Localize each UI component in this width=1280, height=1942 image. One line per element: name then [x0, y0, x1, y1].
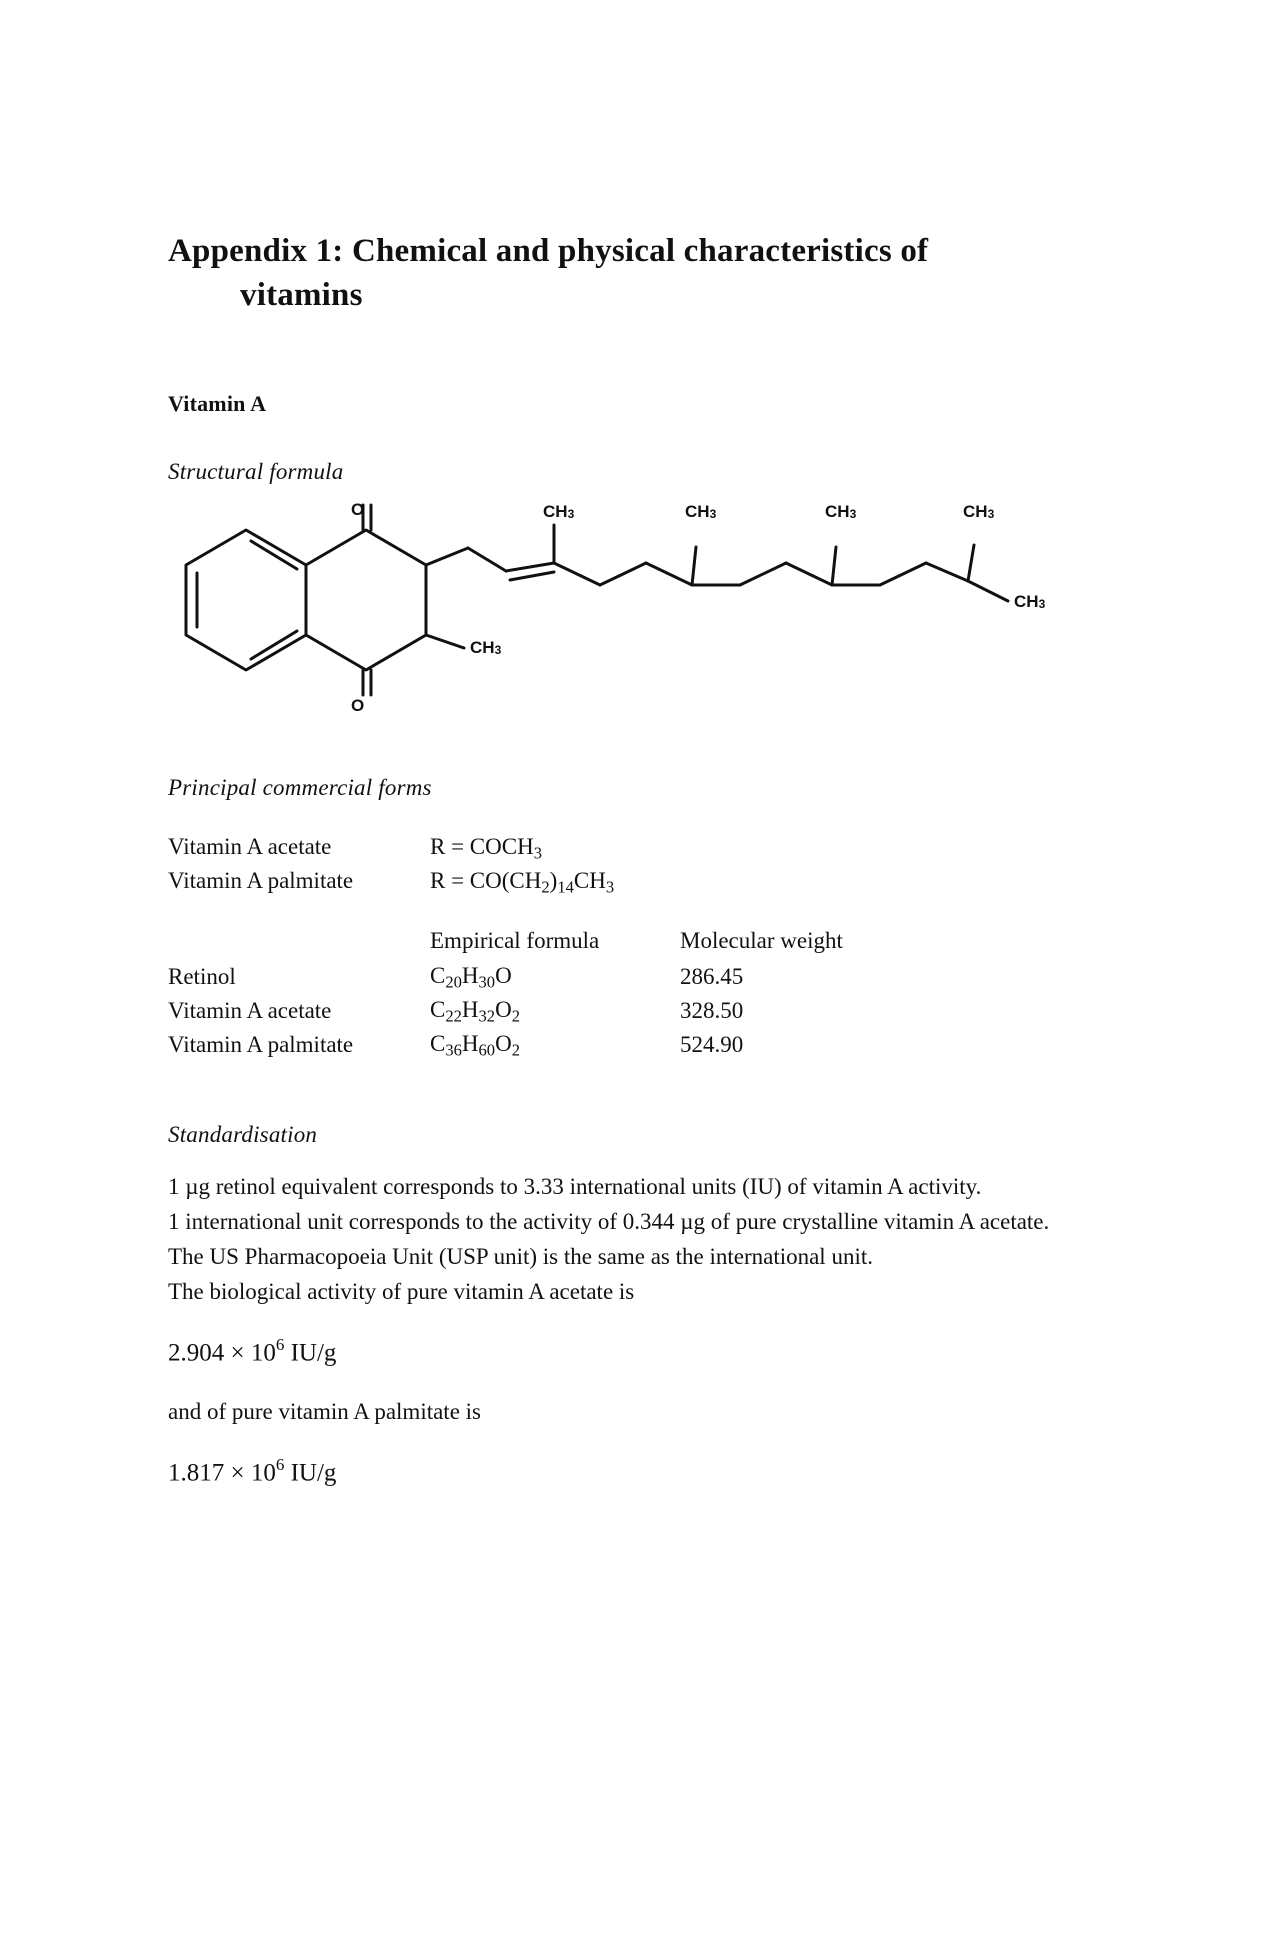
svg-text:CH3: $CH_3$	[963, 503, 995, 522]
principal-forms-heading: Principal commercial forms	[168, 775, 432, 801]
equation-unit: IU/g	[284, 1339, 337, 1367]
svg-text:O: O	[351, 503, 365, 520]
document-content	[168, 230, 1098, 1492]
structural-formula-diagram	[168, 503, 1098, 733]
list-item	[168, 831, 1098, 865]
form-value: $R = CO(CH_2)_{14}CH_3$	[430, 868, 615, 897]
standardisation-body	[168, 1170, 1088, 1492]
standardisation-paragraph-3: The US Pharmacopoeia Unit (USP unit) is the same as the international unit.	[168, 1244, 873, 1270]
cell-formula: $C_{20}H_{30}O$	[430, 963, 512, 992]
page-title-line1: Appendix 1: Chemical and physical characteristics of	[168, 233, 929, 269]
cell-weight: 328.50	[680, 997, 744, 1023]
structural-formula-heading: Structural formula	[168, 459, 344, 485]
page-title-line2: vitamins	[240, 276, 363, 313]
cell-weight: 524.90	[680, 1032, 744, 1058]
equation-palmitate-activity	[168, 1452, 1088, 1493]
svg-text:O: O	[351, 696, 365, 716]
equation-exponent: 6	[275, 1454, 285, 1474]
form-name: Vitamin A acetate	[168, 834, 332, 860]
table-row	[168, 1028, 920, 1062]
svg-text:CH3: $CH_3$	[825, 503, 857, 522]
equation-mantissa: 2.904 × 10	[168, 1339, 276, 1367]
equation-mantissa: 1.817 × 10	[168, 1459, 276, 1487]
table-header-row	[168, 925, 920, 960]
form-name: Vitamin A palmitate	[168, 868, 354, 894]
standardisation-paragraph-5: and of pure vitamin A palmitate is	[168, 1398, 481, 1424]
form-value: $R = COCH_3$	[430, 834, 542, 863]
svg-text:CH3: $CH_3$	[470, 638, 502, 658]
table-row	[168, 960, 920, 994]
equation-unit: IU/g	[284, 1459, 337, 1487]
column-header-empirical-formula: Empirical formula	[430, 928, 600, 954]
cell-name: Vitamin A palmitate	[168, 1032, 354, 1058]
svg-text:CH3: $CH_3$	[1014, 592, 1046, 612]
commercial-forms-list	[168, 831, 1098, 899]
table-row	[168, 994, 920, 1028]
equation-exponent: 6	[275, 1335, 285, 1355]
cell-formula: $C_{36}H_{60}O_2$	[430, 1031, 520, 1060]
standardisation-paragraph-1: 1 µg retinol equivalent corresponds to 3.33 international units (IU) of vitamin A activity.	[168, 1174, 982, 1200]
cell-weight: 286.45	[680, 963, 744, 989]
column-header-molecular-weight: Molecular weight	[680, 928, 843, 954]
vitamin-heading: Vitamin A	[168, 391, 267, 417]
list-item	[168, 865, 1098, 899]
standardisation-paragraph-2: 1 international unit corresponds to the activity of 0.344 µg of pure crystalline vitamin A acetate.	[168, 1209, 1050, 1235]
cell-name: Vitamin A acetate	[168, 997, 332, 1023]
standardisation-heading: Standardisation	[168, 1122, 318, 1148]
column-header-blank	[168, 925, 430, 960]
equation-acetate-activity	[168, 1332, 1088, 1373]
svg-text:CH3: $CH_3$	[685, 503, 717, 522]
standardisation-paragraph-4: The biological activity of pure vitamin A acetate is	[168, 1279, 635, 1305]
cell-name: Retinol	[168, 963, 236, 989]
svg-text:CH3: $CH_3$	[543, 503, 575, 522]
cell-formula: $C_{22}H_{32}O_2$	[430, 997, 520, 1026]
page-title	[168, 230, 1098, 317]
properties-table	[168, 925, 920, 1062]
